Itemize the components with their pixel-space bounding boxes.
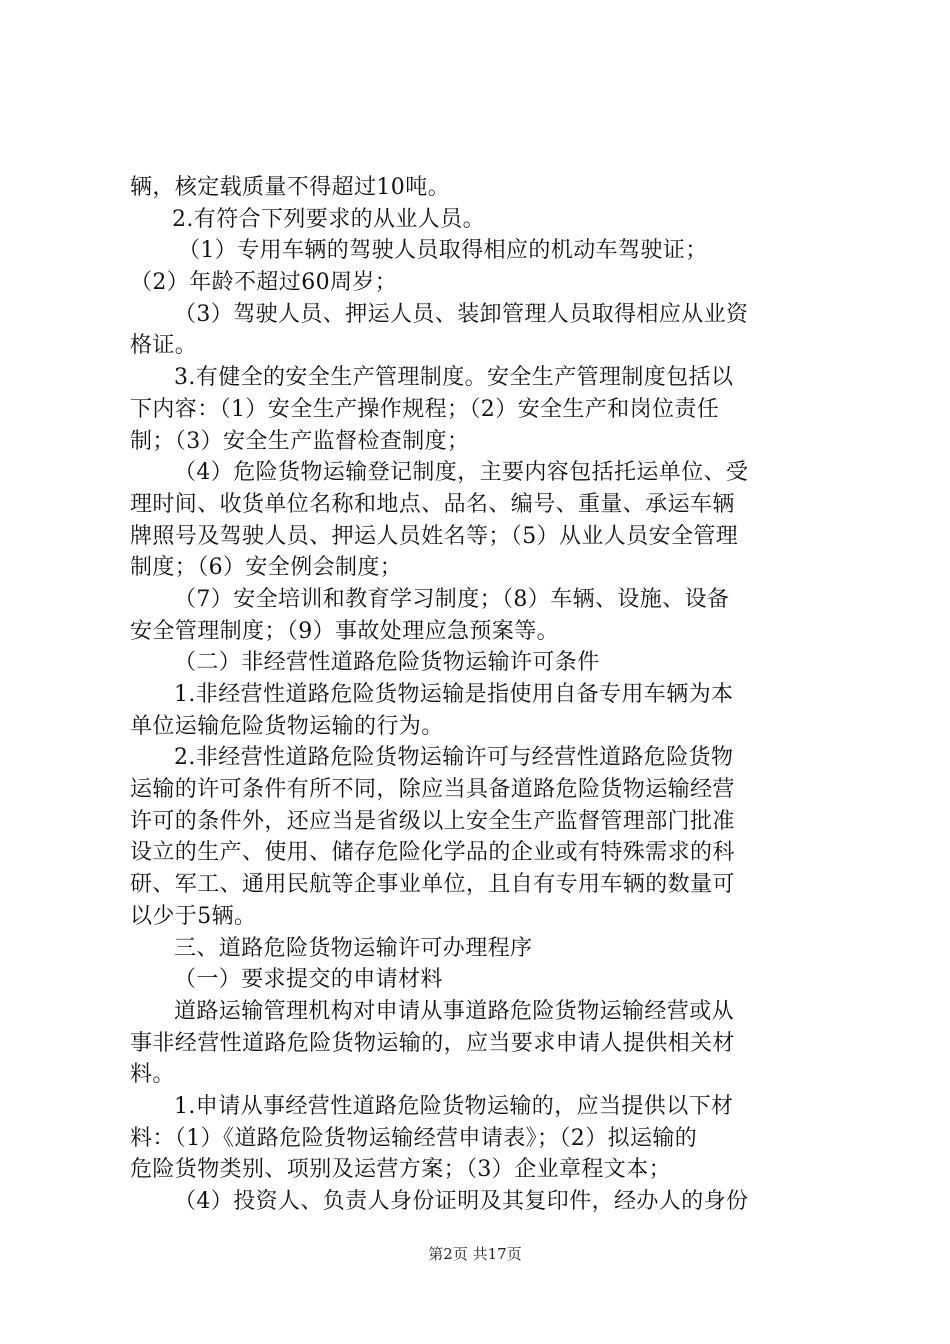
text-line: 三、道路危险货物运输许可办理程序 bbox=[174, 935, 533, 961]
text-line: 以少于5辆。 bbox=[130, 903, 257, 929]
text-line: （3）驾驶人员、押运人员、装卸管理人员取得相应从业资 bbox=[174, 301, 749, 327]
text-line: 事非经营性道路危险货物运输的，应当要求申请人提供相关材 bbox=[130, 1030, 735, 1056]
text-line: （2）年龄不超过60周岁； bbox=[130, 270, 398, 296]
text-line: （4）危险货物运输登记制度，主要内容包括托运单位、受 bbox=[174, 460, 749, 486]
text-line: （7）安全培训和教育学习制度；（8）车辆、设施、设备 bbox=[174, 586, 730, 612]
document-body bbox=[130, 172, 832, 1218]
text-line: 制度；（6）安全例会制度； bbox=[130, 555, 403, 581]
text-line: 料：（1）《道路危险货物运输经营申请表》；（2）拟运输的 bbox=[130, 1125, 698, 1151]
text-line: （二）非经营性道路危险货物运输许可条件 bbox=[174, 650, 600, 676]
text-line: 2.非经营性道路危险货物运输许可与经营性道路危险货物 bbox=[174, 745, 734, 771]
text-line: 危险货物类别、项别及运营方案；（3）企业章程文本； bbox=[130, 1157, 671, 1183]
text-line: （4）投资人、负责人身份证明及其复印件，经办人的身份 bbox=[174, 1189, 749, 1214]
text-line: 单位运输危险货物运输的行为。 bbox=[130, 713, 444, 739]
text-line: 下内容：（1）安全生产操作规程；（2）安全生产和岗位责任 bbox=[130, 396, 720, 422]
text-line: 制；（3）安全生产监督检查制度； bbox=[130, 428, 470, 454]
text-line: 辆，核定载质量不得超过10吨。 bbox=[130, 175, 450, 200]
text-line: 1.申请从事经营性道路危险货物运输的，应当提供以下材 bbox=[174, 1093, 734, 1119]
text-line: 道路运输管理机构对申请从事道路危险货物运输经营或从 bbox=[174, 998, 735, 1024]
text-line: 运输的许可条件有所不同，除应当具备道路危险货物运输经营 bbox=[130, 777, 735, 803]
text-line: 设立的生产、使用、储存危险化学品的企业或有特殊需求的科 bbox=[130, 840, 735, 866]
text-line: 料。 bbox=[130, 1062, 175, 1088]
text-line: （1）专用车辆的驾驶人员取得相应的机动车驾驶证； bbox=[178, 238, 708, 264]
text-line: 安全管理制度；（9）事故处理应急预案等。 bbox=[130, 618, 559, 644]
text-line: 许可的条件外，还应当是省级以上安全生产监督管理部门批准 bbox=[130, 808, 735, 834]
page-footer: 第2页 共17页 bbox=[428, 1245, 522, 1263]
text-line: 3.有健全的安全生产管理制度。安全生产管理制度包括以 bbox=[174, 365, 734, 391]
text-line: 2.有符合下列要求的从业人员。 bbox=[172, 206, 485, 232]
text-line: 1.非经营性道路危险货物运输是指使用自备专用车辆为本 bbox=[174, 682, 734, 707]
text-line: 牌照号及驾驶人员、押运人员姓名等；（5）从业人员安全管理 bbox=[130, 523, 739, 549]
text-line: （一）要求提交的申请材料 bbox=[174, 967, 443, 993]
text-line: 理时间、收货单位名称和地点、品名、编号、重量、承运车辆 bbox=[130, 491, 735, 517]
text-line: 研、军工、通用民航等企事业单位，且自有专用车辆的数量可 bbox=[130, 872, 735, 898]
text-line: 格证。 bbox=[130, 333, 198, 359]
